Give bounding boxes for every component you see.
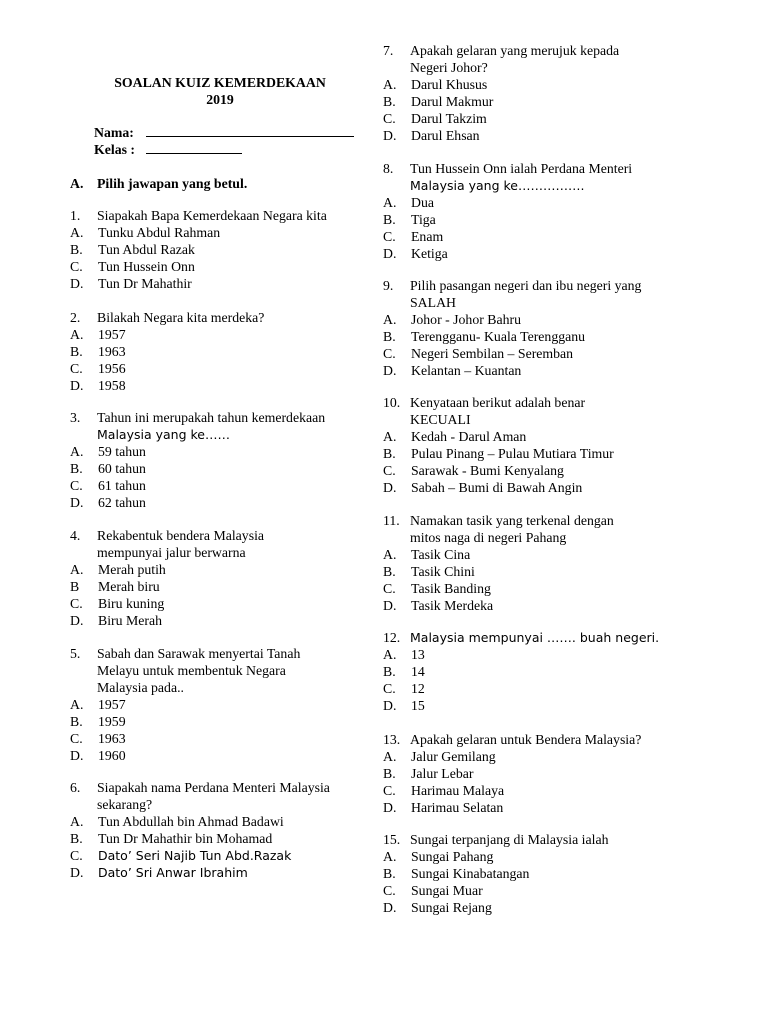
option-text: Pulau Pinang – Pulau Mutiara Timur [411, 446, 614, 461]
answer-option[interactable] [383, 580, 614, 597]
student-fields [94, 124, 354, 158]
answer-option[interactable] [383, 765, 641, 782]
question-line [70, 779, 330, 796]
option-letter: B. [383, 564, 396, 579]
option-text: Tiga [411, 212, 436, 227]
option-letter: B. [383, 446, 396, 461]
answer-option[interactable] [383, 479, 614, 496]
answer-option[interactable] [383, 211, 632, 228]
option-text: Biru kuning [98, 596, 165, 611]
answer-option[interactable] [70, 864, 330, 881]
question-line [383, 512, 614, 529]
option-letter: B. [383, 766, 396, 781]
option-text: Dato’ Sri Anwar Ibrahim [98, 865, 248, 880]
option-text: 61 tahun [98, 478, 146, 493]
option-letter: B. [383, 329, 396, 344]
option-text: Darul Takzim [411, 111, 487, 126]
option-letter: A. [70, 814, 84, 829]
answer-option[interactable] [383, 882, 608, 899]
option-letter: A. [383, 647, 397, 662]
option-letter: A. [70, 225, 84, 240]
answer-option[interactable] [383, 445, 614, 462]
option-text: Enam [411, 229, 444, 244]
answer-option[interactable] [383, 646, 659, 663]
option-text: 14 [411, 664, 425, 679]
answer-option[interactable] [70, 730, 300, 747]
question-line [383, 731, 641, 748]
option-letter: A. [70, 697, 84, 712]
option-letter: C. [70, 478, 83, 493]
question-line [70, 207, 327, 224]
question-10 [383, 394, 614, 496]
answer-option[interactable] [70, 343, 264, 360]
option-text: 62 tahun [98, 495, 146, 510]
option-text: 59 tahun [98, 444, 146, 459]
question-1 [70, 207, 327, 292]
answer-option[interactable] [70, 326, 264, 343]
option-text: Negeri Sembilan – Seremban [411, 346, 574, 361]
option-letter: C. [383, 229, 396, 244]
answer-option[interactable] [383, 76, 619, 93]
answer-option[interactable] [70, 477, 325, 494]
option-text: Jalur Gemilang [411, 749, 496, 764]
option-text: Tunku Abdul Rahman [98, 225, 221, 240]
answer-option[interactable] [70, 377, 264, 394]
option-letter: B. [70, 242, 83, 257]
option-text: Dua [411, 195, 434, 210]
option-letter: B. [70, 714, 83, 729]
option-text: Sungai Rejang [411, 900, 492, 915]
question-number: 13. [383, 732, 401, 747]
class-field[interactable] [146, 141, 242, 154]
answer-option[interactable] [383, 362, 641, 379]
question-line [70, 409, 325, 426]
option-letter: C. [383, 883, 396, 898]
option-letter: A. [70, 444, 84, 459]
option-letter: A. [383, 429, 397, 444]
option-text: Sarawak - Bumi Kenyalang [411, 463, 564, 478]
option-text: Sungai Muar [411, 883, 483, 898]
question-text-continued: mempunyai jalur berwarna [97, 545, 246, 560]
option-text: Tun Dr Mahathir [98, 276, 192, 291]
question-number: 3. [70, 410, 81, 425]
answer-option[interactable] [383, 93, 619, 110]
question-text: Pilih pasangan negeri dan ibu negeri yang [410, 278, 642, 293]
option-letter: C. [70, 259, 83, 274]
answer-option[interactable] [383, 848, 608, 865]
option-text: Sungai Kinabatangan [411, 866, 530, 881]
option-text: 1957 [98, 327, 126, 342]
option-text: 1959 [98, 714, 126, 729]
option-text: Darul Ehsan [411, 128, 480, 143]
answer-option[interactable] [383, 799, 641, 816]
option-text: 1958 [98, 378, 126, 393]
option-text: 1956 [98, 361, 126, 376]
option-letter: D. [383, 480, 397, 495]
option-text: 1960 [98, 748, 126, 763]
question-5 [70, 645, 300, 764]
answer-option[interactable] [383, 462, 614, 479]
question-text: Kenyataan berikut adalah benar [410, 395, 586, 410]
option-letter: D. [383, 363, 397, 378]
option-text: Terengganu- Kuala Terengganu [411, 329, 586, 344]
option-text: Kedah - Darul Aman [411, 429, 527, 444]
question-text: Apakah gelaran untuk Bendera Malaysia? [410, 732, 642, 747]
answer-option[interactable] [70, 696, 300, 713]
question-line [383, 831, 608, 848]
answer-option[interactable] [70, 813, 330, 830]
option-text: Darul Makmur [411, 94, 494, 109]
option-letter: B. [383, 212, 396, 227]
class-label: Kelas : [94, 142, 135, 157]
question-12 [383, 629, 659, 714]
option-letter: C. [70, 731, 83, 746]
option-letter: D. [70, 748, 84, 763]
option-letter: D. [70, 865, 84, 880]
option-letter: A. [383, 547, 397, 562]
answer-option[interactable] [383, 748, 641, 765]
question-line [383, 629, 659, 646]
option-letter: B. [70, 831, 83, 846]
answer-option[interactable] [70, 494, 325, 511]
question-line [383, 160, 632, 177]
question-text-continued: Melayu untuk membentuk Negara [97, 663, 286, 678]
question-number: 15. [383, 832, 401, 847]
name-field[interactable] [146, 124, 354, 137]
question-line [70, 645, 300, 662]
option-text: Merah putih [98, 562, 166, 577]
option-text: Darul Khusus [411, 77, 488, 92]
question-text-continued: KECUALI [410, 412, 471, 427]
question-text-continued: sekarang? [97, 797, 153, 812]
question-2 [70, 309, 264, 394]
option-text: 13 [411, 647, 425, 662]
question-7 [383, 42, 619, 144]
question-number: 2. [70, 310, 81, 325]
question-6 [70, 779, 330, 881]
answer-option[interactable] [70, 360, 264, 377]
question-number: 6. [70, 780, 81, 795]
answer-option[interactable] [383, 865, 608, 882]
question-text-continued: Malaysia yang ke…… [97, 427, 230, 442]
answer-option[interactable] [383, 127, 619, 144]
question-number: 10. [383, 395, 401, 410]
option-letter: C. [383, 346, 396, 361]
option-text: Tasik Banding [411, 581, 491, 596]
option-text: Sungai Pahang [411, 849, 494, 864]
option-text: Harimau Selatan [411, 800, 504, 815]
option-text: Biru Merah [98, 613, 162, 628]
question-line [383, 394, 614, 411]
answer-option[interactable] [70, 713, 300, 730]
option-text: Harimau Malaya [411, 783, 505, 798]
question-number: 12. [383, 630, 401, 645]
question-text: Siapakah Bapa Kemerdekaan Negara kita [97, 208, 327, 223]
answer-option[interactable] [70, 847, 330, 864]
question-line [383, 42, 619, 59]
answer-option[interactable] [70, 258, 327, 275]
answer-option[interactable] [383, 663, 659, 680]
question-number: 5. [70, 646, 81, 661]
option-letter: D. [383, 698, 397, 713]
question-number: 1. [70, 208, 81, 223]
option-text: 15 [411, 698, 425, 713]
option-text: Merah biru [98, 579, 160, 594]
answer-option[interactable] [70, 224, 327, 241]
question-8 [383, 160, 632, 262]
name-row [94, 124, 354, 141]
option-text: Tun Abdullah bin Ahmad Badawi [98, 814, 284, 829]
question-text-continued: mitos naga di negeri Pahang [410, 530, 567, 545]
answer-option[interactable] [70, 578, 264, 595]
question-number: 9. [383, 278, 394, 293]
option-letter: A. [383, 749, 397, 764]
option-letter: D. [383, 800, 397, 815]
option-letter: D. [383, 128, 397, 143]
option-letter: D. [383, 246, 397, 261]
option-text: 12 [411, 681, 425, 696]
option-letter: B. [383, 664, 396, 679]
option-letter: C. [70, 361, 83, 376]
option-text: Tun Abdul Razak [98, 242, 195, 257]
option-letter: C. [383, 681, 396, 696]
question-line [70, 527, 264, 544]
answer-option[interactable] [70, 443, 325, 460]
question-text: Sungai terpanjang di Malaysia ialah [410, 832, 609, 847]
answer-option[interactable] [70, 595, 264, 612]
option-letter: A. [383, 849, 397, 864]
name-label: Nama: [94, 125, 134, 140]
question-text: Namakan tasik yang terkenal dengan [410, 513, 614, 528]
answer-option[interactable] [70, 747, 300, 764]
question-text: Bilakah Negara kita merdeka? [97, 310, 265, 325]
answer-option[interactable] [70, 612, 264, 629]
question-3 [70, 409, 325, 511]
answer-option[interactable] [383, 546, 614, 563]
option-text: 1963 [98, 731, 126, 746]
option-letter: C. [70, 596, 83, 611]
answer-option[interactable] [383, 345, 641, 362]
question-14 [383, 831, 608, 916]
option-letter: D. [383, 900, 397, 915]
option-letter: A. [70, 327, 84, 342]
option-letter: D. [383, 598, 397, 613]
option-letter: C. [70, 848, 83, 863]
answer-option[interactable] [383, 311, 641, 328]
question-13 [383, 731, 641, 816]
option-letter: C. [383, 463, 396, 478]
answer-option[interactable] [70, 241, 327, 258]
option-letter: C. [383, 783, 396, 798]
question-line [383, 277, 641, 294]
answer-option[interactable] [383, 680, 659, 697]
option-letter: C. [383, 111, 396, 126]
answer-option[interactable] [70, 561, 264, 578]
question-text-continued: Malaysia yang ke……………. [410, 178, 585, 193]
question-number: 7. [383, 43, 394, 58]
question-text: Rekabentuk bendera Malaysia [97, 528, 265, 543]
option-letter: D. [70, 613, 84, 628]
option-letter: B. [70, 461, 83, 476]
option-letter: A. [383, 195, 397, 210]
question-text: Tahun ini merupakah tahun kemerdekaan [97, 410, 326, 425]
question-text: Siapakah nama Perdana Menteri Malaysia [97, 780, 330, 795]
section-letter: A. [70, 176, 84, 191]
option-letter: A. [70, 562, 84, 577]
answer-option[interactable] [383, 194, 632, 211]
option-letter: B. [383, 94, 396, 109]
section-heading [70, 176, 247, 192]
answer-option[interactable] [383, 428, 614, 445]
answer-option[interactable] [383, 328, 641, 345]
answer-option[interactable] [383, 245, 632, 262]
question-11 [383, 512, 614, 614]
option-letter: B. [383, 866, 396, 881]
question-text-continued: SALAH [410, 295, 456, 310]
option-text: Johor - Johor Bahru [411, 312, 521, 327]
option-text: Jalur Lebar [411, 766, 474, 781]
class-row [94, 141, 354, 158]
question-4 [70, 527, 264, 629]
question-9 [383, 277, 641, 379]
answer-option[interactable] [383, 782, 641, 799]
quiz-title [70, 74, 370, 108]
option-text: Tun Hussein Onn [98, 259, 195, 274]
question-number: 8. [383, 161, 394, 176]
question-number: 11. [383, 513, 400, 528]
option-text: 60 tahun [98, 461, 146, 476]
question-text-continued: Malaysia pada.. [97, 680, 184, 695]
title-line-1: SOALAN KUIZ KEMERDEKAAN [114, 75, 326, 90]
option-letter: D. [70, 495, 84, 510]
question-text-continued: Negeri Johor? [410, 60, 488, 75]
option-letter: D. [70, 276, 84, 291]
option-letter: C. [383, 581, 396, 596]
answer-option[interactable] [383, 597, 614, 614]
option-letter: A. [383, 77, 397, 92]
option-text: Tasik Cina [411, 547, 471, 562]
option-letter: B [70, 579, 80, 594]
question-number: 4. [70, 528, 81, 543]
answer-option[interactable] [70, 275, 327, 292]
answer-option[interactable] [383, 563, 614, 580]
question-text: Sabah dan Sarawak menyertai Tanah [97, 646, 301, 661]
option-letter: B. [70, 344, 83, 359]
option-text: Tun Dr Mahathir bin Mohamad [98, 831, 273, 846]
question-text: Apakah gelaran yang merujuk kepada [410, 43, 620, 58]
option-text: Sabah – Bumi di Bawah Angin [411, 480, 583, 495]
question-text: Tun Hussein Onn ialah Perdana Menteri [410, 161, 633, 176]
title-line-2: 2019 [206, 92, 234, 107]
answer-option[interactable] [383, 228, 632, 245]
answer-option[interactable] [383, 110, 619, 127]
option-text: Dato’ Seri Najib Tun Abd.Razak [98, 848, 292, 863]
option-text: Ketiga [411, 246, 448, 261]
question-line [70, 309, 264, 326]
option-text: Tasik Chini [411, 564, 475, 579]
answer-option[interactable] [70, 830, 330, 847]
answer-option[interactable] [383, 697, 659, 714]
section-instruction: Pilih jawapan yang betul. [97, 176, 248, 191]
answer-option[interactable] [383, 899, 608, 916]
option-letter: A. [383, 312, 397, 327]
option-letter: D. [70, 378, 84, 393]
question-text: Malaysia mempunyai ……. buah negeri. [410, 630, 660, 645]
option-text: Kelantan – Kuantan [411, 363, 522, 378]
option-text: Tasik Merdeka [411, 598, 494, 613]
option-text: 1963 [98, 344, 126, 359]
option-text: 1957 [98, 697, 126, 712]
answer-option[interactable] [70, 460, 325, 477]
